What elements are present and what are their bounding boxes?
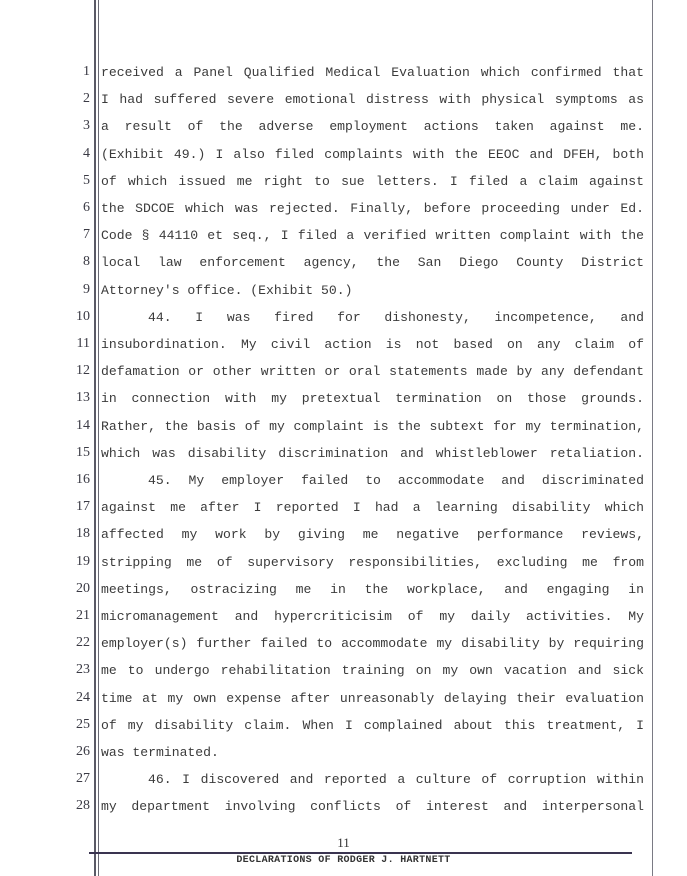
line-text: defamation or other written or oral statements made by any defendant: [101, 364, 644, 380]
line-text: insubordination. My civil action is not based on any claim of: [101, 337, 644, 352]
document-line: [0, 715, 687, 742]
line-number: 3: [83, 118, 90, 134]
line-number: 18: [76, 526, 90, 542]
line-text: Rather, the basis of my complaint is the subtext for my termination,: [101, 418, 644, 434]
line-text: my department involving conflicts of interest and interpersonal: [101, 799, 644, 815]
line-number: 4: [83, 145, 90, 161]
line-number: 24: [76, 689, 90, 705]
line-text: which was disability discrimination and whistleblower retaliation.: [101, 445, 644, 461]
document-line: [0, 171, 687, 198]
line-text: Attorney's office. (Exhibit 50.): [101, 282, 353, 298]
line-number: 10: [76, 308, 90, 324]
document-line: [0, 443, 687, 470]
line-number: 7: [83, 227, 90, 243]
line-number: 5: [83, 172, 90, 188]
line-number: 11: [76, 336, 90, 351]
line-text: meetings, ostracizing me in the workplace, and engaging in: [101, 581, 644, 597]
document-line: [0, 388, 687, 415]
document-line: [0, 796, 687, 823]
line-text: employer(s) further failed to accommodate my disability by requiring: [101, 636, 644, 652]
document-line: [0, 252, 687, 279]
line-text: 45. My employer failed to accommodate and discriminated: [148, 473, 644, 488]
document-line: [0, 660, 687, 687]
line-text: time at my own expense after unreasonably delaying their evaluation: [101, 690, 644, 706]
document-line: [0, 633, 687, 660]
line-number: 8: [83, 254, 90, 270]
line-number: 12: [76, 363, 90, 379]
line-text: I had suffered severe emotional distress with physical symptoms as: [101, 92, 644, 108]
line-number: 28: [76, 798, 90, 814]
line-number: 6: [83, 200, 90, 215]
line-text: of which issued me right to sue letters. I filed a claim against: [101, 173, 644, 189]
line-text: affected my work by giving me negative performance reviews,: [101, 527, 644, 543]
line-text: local law enforcement agency, the San Diego County District: [101, 255, 644, 271]
line-number: 2: [83, 91, 90, 107]
document-line: [0, 552, 687, 579]
document-line: [0, 225, 687, 252]
document-line: [0, 416, 687, 443]
document-line: [0, 524, 687, 551]
line-number: 13: [76, 390, 90, 406]
line-text: (Exhibit 49.) I also filed complaints with the EEOC and DFEH, both: [101, 146, 644, 162]
page-number: 11: [337, 835, 350, 850]
line-number: 22: [76, 635, 90, 651]
document-line: [0, 62, 687, 89]
footer-title: DECLARATIONS OF RODGER J. HARTNETT: [236, 855, 451, 866]
line-text: in connection with my pretextual termination on those grounds.: [101, 391, 644, 407]
line-text: the SDCOE which was rejected. Finally, before proceeding under Ed.: [101, 201, 644, 216]
document-line: [0, 307, 687, 334]
line-number: 16: [76, 472, 90, 487]
line-number: 25: [76, 716, 90, 732]
document-line: [0, 769, 687, 796]
line-number: 20: [76, 580, 90, 596]
line-text: stripping me of supervisory responsibilities, excluding me from: [101, 554, 644, 570]
document-line: [0, 579, 687, 606]
line-text: 44. I was fired for dishonesty, incompetence, and: [148, 309, 644, 325]
line-text: was terminated.: [101, 745, 219, 760]
document-line: [0, 89, 687, 116]
line-number: 27: [76, 771, 90, 787]
document-line: [0, 198, 687, 225]
line-text: received a Panel Qualified Medical Evaluation which confirmed that: [101, 65, 644, 80]
document-line: [0, 688, 687, 715]
document-line: [0, 470, 687, 497]
document-line: [0, 144, 687, 171]
line-text: micromanagement and hypercriticisim of my daily activities. My: [101, 609, 644, 624]
line-text: a result of the adverse employment actions taken against me.: [101, 119, 644, 135]
line-number: 14: [76, 417, 90, 433]
document-line: [0, 334, 687, 361]
line-number: 21: [76, 608, 90, 623]
line-text: against me after I reported I had a learning disability which: [101, 500, 644, 516]
line-number: 1: [83, 64, 90, 79]
line-text: of my disability claim. When I complained about this treatment, I: [101, 717, 644, 733]
document-line: [0, 497, 687, 524]
line-number: 17: [76, 499, 90, 515]
line-number: 19: [76, 553, 90, 569]
line-text: me to undergo rehabilitation training on my own vacation and sick: [101, 663, 644, 679]
line-text: Code § 44110 et seq., I filed a verified written complaint with the: [101, 228, 644, 244]
document-line: [0, 116, 687, 143]
document-line: [0, 361, 687, 388]
line-number: 23: [76, 662, 90, 678]
footer-rule: [89, 852, 632, 854]
document-line: [0, 280, 687, 307]
line-number: 26: [76, 744, 90, 759]
document-line: [0, 606, 687, 633]
line-text: 46. I discovered and reported a culture of corruption within: [148, 772, 644, 788]
document-line: [0, 742, 687, 769]
line-number: 9: [83, 281, 90, 297]
line-number: 15: [76, 444, 90, 460]
